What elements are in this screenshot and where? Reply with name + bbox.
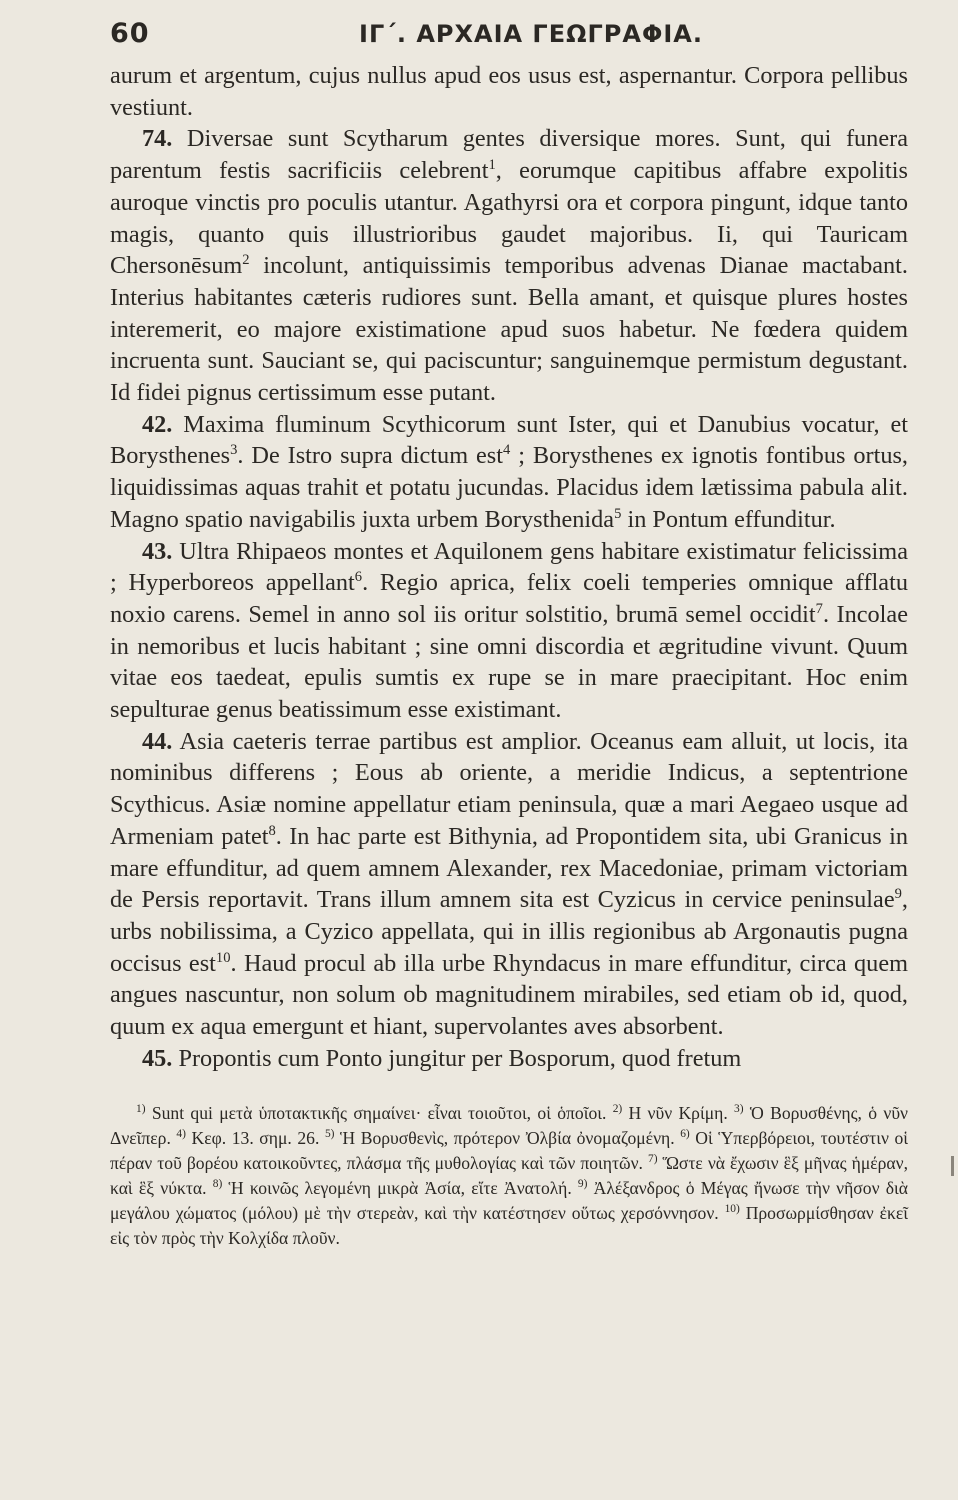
footnote: $^{2)}$ Η νῦν Κρίμη.	[612, 1102, 735, 1123]
paragraph-text: Propontis cum Ponto jungitur per Bosporum, quod fretum	[172, 1044, 742, 1072]
footnote: $^{8)}$ Ἡ κοινῶς λεγομένη μικρὰ Ἀσία, εἴτε Ἀνατολή.	[212, 1177, 578, 1198]
footnote-number: 9	[577, 1177, 584, 1190]
paragraph-text: Ultra Rhipaeos montes et Aquilonem gens habitare existimatur felicissima ; Hyperboreos appellant	[110, 537, 908, 597]
section-number: 45.	[142, 1044, 173, 1072]
paragraph-text: . In hac parte est Bithynia, ad Propontidem sita, ubi Granicus in mare effunditur, ad quem amnem Alexander, rex Macedoniae, primam victoriam de Persis reportavit. Trans illum amnem sita est Cyzicus in cervice peninsulae	[110, 822, 908, 914]
paragraph	[110, 60, 908, 123]
paragraph	[110, 536, 908, 726]
paragraph	[110, 409, 908, 536]
footnote: $^{3)}$ Ὁ Βορυσθένης, ὁ νῦν Δνεῖπερ.	[110, 1102, 908, 1148]
paragraph-text: in Pontum effunditur.	[621, 505, 836, 533]
footnote-number: 5	[324, 1127, 331, 1140]
paragraph	[110, 123, 908, 408]
paragraph-text: . Haud procul ab illa urbe Rhyndacus in mare effunditur, circa quem angues nascuntur, non solum ob magnitudinem mirabiles, sed etiam ob id, quod, quum ex aqua emergunt et hiant, supervolantes aves absorbent.	[110, 949, 908, 1041]
footnote-number: 1	[136, 1102, 142, 1115]
footnote-number: 2	[612, 1102, 619, 1115]
footnote-ref: 4	[503, 442, 511, 459]
section-number: 42.	[142, 410, 173, 438]
footnote-ref: 1	[488, 157, 496, 174]
paragraph-text: ; Borysthenes ex ignotis fontibus ortus, liquidissimas aquas trahit et potatu jucundas. Placidus idem lætissima pabula alit. Magno spatio navigabilis juxta urbem Borysthenida	[110, 442, 908, 533]
footnote-text: Κεφ. 13. σημ. 26.	[185, 1127, 325, 1148]
running-title: ΙΓ΄. ΑΡΧΑΙΑ ΓΕΩΓΡΑΦΙΑ.	[359, 20, 703, 48]
footnote: $^{5)}$ Ἡ Βορυσθενὶς, πρότερον Ὀλβία ὀνομαζομένη.	[324, 1127, 681, 1148]
footnote-text: Ἡ Βορυσθενὶς, πρότερον Ὀλβία ὀνομαζομένη.	[334, 1127, 681, 1148]
footnotes	[110, 1101, 908, 1251]
footnote-text: Ὁ Βορυσθένης, ὁ νῦν Δνεῖπερ.	[110, 1102, 908, 1148]
paragraph-text: . Incolae in nemoribus et lucis habitant ; sine omni discordia et ægritudine vivunt. Quum vitae eos taedeat, epulis sumtis ex rupe se in mare praecipitant. Hoc enim sepulturae genus beatissimum esse existimant.	[110, 600, 909, 724]
footnote: $^{10)}$ Προσωρμίσθησαν ἐκεῖ εἰς τὸν πρὸς τὴν Κολχίδα πλοῦν.	[110, 1202, 908, 1248]
footnote-number: 6	[680, 1127, 686, 1140]
footnote-text: Η νῦν Κρίμη.	[622, 1102, 735, 1123]
footnote: $^{9)}$ Ἀλέξανδρος ὁ Μέγας ἤνωσε τὴν νῆσον διὰ μεγάλου χώματος (μόλου) μὲ τὴν στερεὰν, καὶ τὴν κατέστησεν οὕτως χερσόννησον.	[110, 1177, 908, 1223]
footnote-text: Οἱ Ὑπερβόρειοι, τουτέστιν οἱ πέραν τοῦ βορέου κατοικοῦντες, πλάσμα τῆς μυθολογίας καὶ τῶν ποιητῶν.	[110, 1127, 909, 1173]
footnote-number: 7	[647, 1152, 654, 1165]
footnote: $^{7)}$ Ὥστε νὰ ἔχωσιν ἓξ μῆνας ἡμέραν, καὶ ἓξ νύκτα.	[110, 1152, 909, 1198]
footnote-text: Sunt qui μετὰ ὑποτακτικῆς σημαίνει· εἶναι τοιοῦτοι, οἱ ὁποῖοι.	[145, 1102, 613, 1123]
footnote-text: Προσωρμίσθησαν ἐκεῖ εἰς τὸν πρὸς τὴν Κολχίδα πλοῦν.	[110, 1202, 908, 1248]
footnote-number: 4	[176, 1127, 183, 1140]
footnote-number: 10	[724, 1202, 737, 1215]
margin-mark	[951, 1156, 954, 1176]
footnote-number: 3	[734, 1102, 740, 1115]
footnote-number: 8	[212, 1177, 219, 1190]
footnote-ref: 7	[815, 600, 823, 617]
footnote: $^{1)}$ Sunt qui μετὰ ὑποτακτικῆς σημαίνει· εἶναι τοιοῦτοι, οἱ ὁποῖοι.	[136, 1102, 613, 1123]
paragraph-text: aurum et argentum, cujus nullus apud eos usus est, aspernantur. Corpora pellibus vestiunt.	[110, 62, 908, 121]
footnote-ref: 5	[614, 505, 622, 522]
paragraph-text: . De Istro supra dictum est	[237, 442, 503, 470]
footnote-text: Ὥστε νὰ ἔχωσιν ἓξ μῆνας ἡμέραν, καὶ ἓξ νύκτα.	[110, 1152, 909, 1198]
footnote: $^{6)}$ Οἱ Ὑπερβόρειοι, τουτέστιν οἱ πέραν τοῦ βορέου κατοικοῦντες, πλάσμα τῆς μυθολογίας καὶ τῶν ποιητῶν.	[110, 1127, 909, 1173]
book-page	[110, 18, 908, 1251]
paragraph	[110, 1043, 908, 1075]
paragraph-text: , eorumque capitibus affabre expolitis auroque vinctis pro poculis utantur. Agathyrsi ora et corpora pingunt, idque tanto magis, quanto quis illustrioribus gaudet majoribus. Ii, qui Tauricam Chersonēsum	[110, 157, 908, 280]
footnote-ref: 6	[354, 569, 363, 586]
paragraph	[110, 726, 908, 1043]
section-number: 43.	[142, 537, 173, 565]
paragraph-text: incolunt, antiquissimis temporibus advenas Dianae mactabant. Interius habitantes cæteris rudiores sunt. Bella amant, et quisque plures hostes interemerit, eo majore existimatione apud suos habetur. Ne fœdera quidem incruenta sunt. Sauciant se, qui paciscuntur; sanguinemque permistum degustant. Id fidei pignus certissimum esse putant.	[110, 252, 908, 407]
footnote-text: Ἀλέξανδρος ὁ Μέγας ἤνωσε τὴν νῆσον διὰ μεγάλου χώματος (μόλου) μὲ τὴν στερεὰν, καὶ τὴν κατέστησεν οὕτως χερσόννησον.	[110, 1177, 908, 1223]
page-number: 60	[110, 18, 150, 49]
paragraph-text: . Regio aprica, felix coeli temperies omnique afflatu noxio carens. Semel in anno sol iis oritur solstitio, brumā semel occidit	[110, 569, 908, 628]
paragraph-text: Asia caeteris terrae partibus est amplior. Oceanus eam alluit, ut locis, ita nominibus differens ; Eous ab oriente, a meridie Indicus, a septentrione Scythicus. Asiæ nomine appellatur etiam peninsula, quæ a mari Aegaeo usque ad Armeniam patet	[110, 727, 908, 850]
page-header	[110, 18, 908, 60]
section-number: 44.	[142, 727, 173, 755]
paragraph-text: Diversae sunt Scytharum gentes diversique mores. Sunt, qui funera parentum festis sacrificiis celebrent	[110, 125, 908, 185]
footnote-ref: 8	[268, 822, 276, 839]
paragraph-text: , urbs nobilissima, a Cyzico appellata, qui in illis regionibus ab Argonautis pugna occisus est	[110, 886, 908, 977]
paragraph-text: Maxima fluminum Scythicorum sunt Ister, qui et Danubius vocatur, et Borysthenes	[110, 410, 908, 470]
footnote-ref: 9	[894, 886, 902, 903]
footnote-block	[110, 1101, 908, 1251]
footnote-ref: 2	[242, 252, 250, 269]
footnote: $^{4)}$ Κεφ. 13. σημ. 26.	[176, 1127, 325, 1148]
section-number: 74.	[142, 125, 173, 153]
main-text	[110, 60, 908, 1075]
footnote-ref: 3	[230, 442, 238, 459]
footnote-text: Ἡ κοινῶς λεγομένη μικρὰ Ἀσία, εἴτε Ἀνατολή.	[222, 1177, 578, 1198]
footnote-ref: 10	[215, 949, 231, 966]
